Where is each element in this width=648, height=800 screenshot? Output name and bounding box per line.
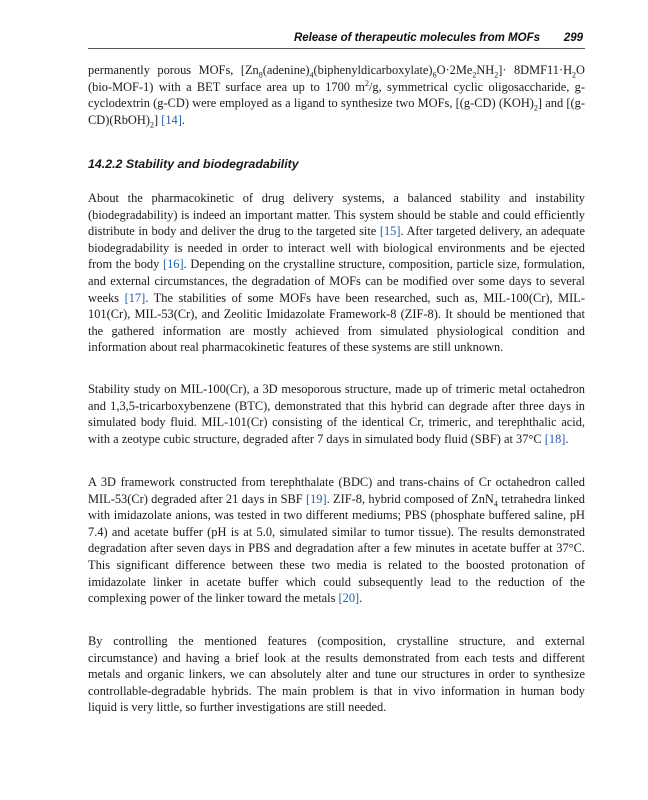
running-header bbox=[88, 30, 585, 49]
paragraph-intro-continued: permanently porous MOFs, $[Zn_8(adenine)_4(biphenyldicarboxylate)_6O\cdot 2Me_2NH_2]\cdot 8DMF11\cdot H_2O$ (bio-MOF-1) with a BET surface area up to 1700 $m^2/g$, symmetrical cyclic oligosaccharide, g-cyclodextrin (g-CD) were employed as a ligand to synthesize two MOFs, [(g-CD) $(KOH)_2$] and $[(g-CD)(RbOH)_2]$ [14]. bbox=[88, 63, 585, 130]
citation-link[interactable]: [18] bbox=[544, 431, 566, 446]
citation-link[interactable]: [20] bbox=[338, 591, 360, 606]
citation-link[interactable]: [15] bbox=[379, 224, 401, 239]
page-number: 299 bbox=[563, 32, 583, 44]
citation-link[interactable]: [19] bbox=[305, 491, 327, 506]
paragraph-conclusion: By controlling the mentioned features (composition, crystalline structure, and external circumstance) and having a brief look at the results demonstrated from each tests and different metals and organic linkers, we can absolutely alter and tune our structures in order to synthesize controllable-degradable hybrids. The main problem is that in vivo information in human body liquid is very little, so further investigations are still needed. bbox=[88, 634, 585, 715]
section-heading: 14.2.2 Stability and biodegradability bbox=[88, 157, 299, 171]
running-title: Release of therapeutic molecules from MOFs bbox=[293, 32, 540, 44]
paragraph-mil100: Stability study on MIL-100(Cr), a 3D mesoporous structure, made up of trimeric metal octahedron and 1,3,5-tricarboxybenzene (BTC), demonstrated that this hybrid can degrade after three days in simulated body fluid. MIL-101(Cr) consisting of the identical Cr, trimeric, and terephthalic acid, with a zeotype cubic structure, degraded after 7 days in simulated body fluid (SBF) at 37°C [18]. bbox=[88, 382, 585, 446]
citation-link[interactable]: [17] bbox=[124, 290, 146, 305]
citation-link[interactable]: [16] bbox=[162, 257, 184, 272]
paragraph-stability-overview: About the pharmacokinetic of drug delivery systems, a balanced stability and instability (biodegradability) is indeed an important matter. This system should be stable and could efficiently distribute in body and deliver the drug to the targeted site [15]. After targeted delivery, an adequate biodegradability is needed in order to interact well with biological environments and be ejected from the body [16]. Depending on the crystalline structure, composition, particle size, formulation, and external circumstances, the degradation of MOFs can be modified over some days to several weeks [17]. The stabilities of some MOFs have been researched, such as, MIL-100(Cr), MIL-101(Cr), MIL-53(Cr), and Zeolitic Imidazolate Framework-8 (ZIF-8). It should be mentioned that the gathered information are mostly achieved from simulated physiological condition and information about real pharmacokinetic features of these systems are still unknown. bbox=[88, 191, 586, 355]
citation-link[interactable]: [14] bbox=[161, 112, 182, 127]
paragraph-mil53-zif8: A 3D framework constructed from terephthalate (BDC) and trans-chains of Cr octahedron called MIL-53(Cr) degraded after 21 days in SBF [19]. ZIF-8, hybrid composed of ZnN$_4$ tetrahedra linked with imidazolate anions, was tested in two different mediums; PBS (phosphate buffered saline, pH 7.4) and acetate buffer (pH is at 5.0, simulated similar to tumor tissue). The results demonstrated degradation after seven days in PBS and degradation after a few minutes in acetate buffer at 37°C. This significant difference between these two media is related to the boosted protonation of imidazolate linker in acetate buffer which could subsequently lead to the reduction of the complexing power of the linker toward the metals [20]. bbox=[88, 475, 585, 606]
